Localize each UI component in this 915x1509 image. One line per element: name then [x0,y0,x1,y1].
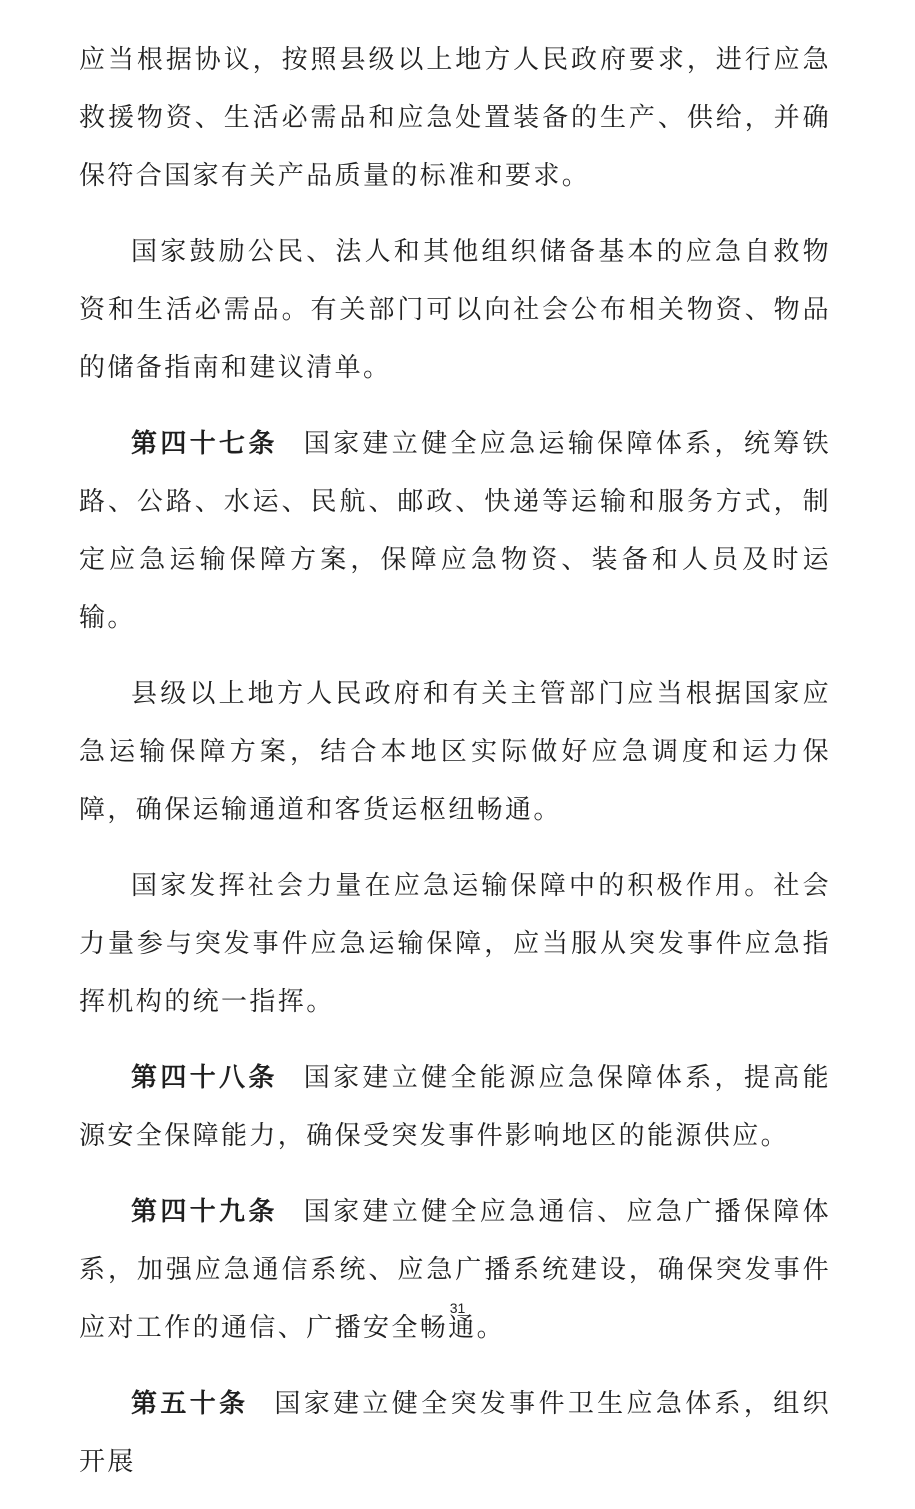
article-number: 第五十条 [131,1389,249,1419]
page-number: 31 [449,1300,466,1316]
paragraph-text: 县级以上地方人民政府和有关主管部门应当根据国家应急运输保障方案，结合本地区实际做好应急调度和运力保障，确保运输通道和客货运枢纽畅通。 [79,679,831,825]
article-number: 第四十七条 [131,429,278,459]
article-number: 第四十八条 [131,1063,278,1093]
page-body [79,31,831,1509]
paragraph-continuation [79,31,831,205]
article-47-paragraph [79,415,831,647]
paragraph-text: 国家发挥社会力量在应急运输保障中的积极作用。社会力量参与突发事件应急运输保障，应当服从突发事件应急指挥机构的统一指挥。 [79,871,831,1017]
article-48-paragraph [79,1049,831,1165]
paragraph [79,223,831,397]
paragraph-text: 国家建立健全应急运输保障体系，统筹铁路、公路、水运、民航、邮政、快递等运输和服务方式，制定应急运输保障方案，保障应急物资、装备和人员及时运输。 [79,429,831,633]
paragraph [79,857,831,1031]
article-50-paragraph [79,1375,831,1491]
article-49-paragraph [79,1183,831,1357]
paragraph [79,665,831,839]
article-number: 第四十九条 [131,1197,278,1227]
paragraph-text: 国家建立健全应急通信、应急广播保障体系，加强应急通信系统、应急广播系统建设，确保突发事件应对工作的通信、广播安全畅通。 [79,1197,831,1343]
paragraph-text: 国家建立健全突发事件卫生应急体系，组织开展 [79,1389,831,1477]
paragraph-text: 国家建立健全能源应急保障体系，提高能源安全保障能力，确保受突发事件影响地区的能源供应。 [79,1063,831,1151]
paragraph-text: 国家鼓励公民、法人和其他组织储备基本的应急自救物资和生活必需品。有关部门可以向社会公布相关物资、物品的储备指南和建议清单。 [79,237,831,383]
paragraph-text: 应当根据协议，按照县级以上地方人民政府要求，进行应急救援物资、生活必需品和应急处置装备的生产、供给，并确保符合国家有关产品质量的标准和要求。 [79,45,831,191]
